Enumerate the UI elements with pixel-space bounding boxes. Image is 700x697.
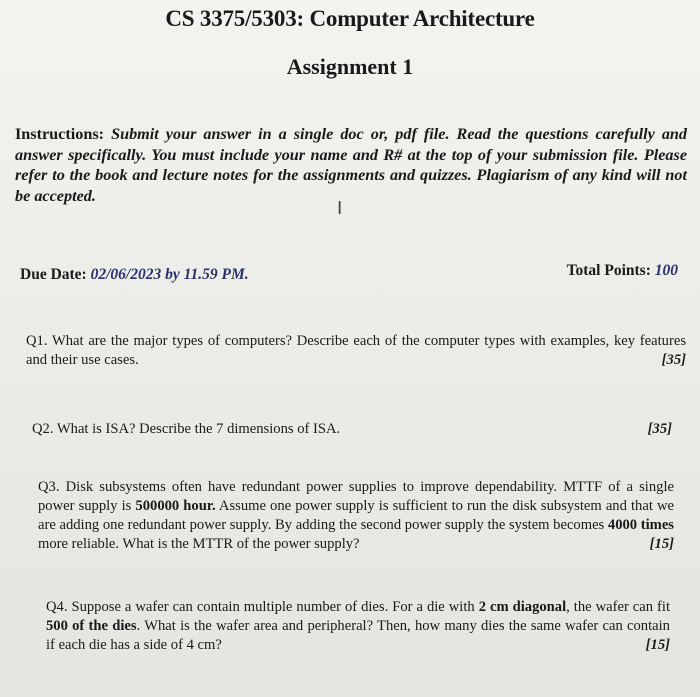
question-4-marks: [15] — [645, 637, 670, 653]
due-date-value: 02/06/2023 by 11.59 PM. — [90, 266, 249, 283]
question-3-text-c: more reliable. What is the MTTR of the power supply? — [38, 536, 360, 552]
question-4-text-b: , the wafer can fit — [566, 599, 670, 615]
total-points — [567, 262, 678, 280]
question-2-marks: [35] — [647, 421, 672, 437]
question-4-die-count: 500 of the dies — [46, 618, 137, 634]
question-4 — [46, 598, 670, 655]
question-4-text-a: Q4. Suppose a wafer can contain multiple number of dies. For a die with — [46, 599, 479, 615]
due-date — [20, 266, 249, 284]
question-2 — [32, 420, 672, 439]
question-4-diagonal: 2 cm diagonal — [478, 599, 567, 615]
question-1-text: Q1. What are the major types of computers? Describe each of the computer types with examples, key features and their use cases. — [26, 333, 686, 368]
due-date-label: Due Date: — [20, 266, 87, 283]
question-3-reliability-factor: 4000 times — [607, 517, 674, 533]
question-3 — [38, 478, 674, 554]
question-3-text-a: Q3. Disk subsystems often have redundant power supplies to improve dependability. MTTF of a single power supply is — [38, 479, 674, 514]
question-1-marks: [35] — [661, 352, 686, 368]
instructions-block — [15, 124, 687, 206]
question-4-text-c: . What is the wafer area and peripheral? Then, how many dies the same wafer can contain if each die has a side of 4 cm? — [46, 618, 670, 653]
question-1 — [26, 332, 686, 370]
instructions-label: Instructions: — [15, 125, 105, 143]
text-cursor-icon: I — [337, 198, 343, 219]
assignment-title: Assignment 1 — [286, 54, 414, 79]
total-points-value: 100 — [654, 262, 678, 279]
question-3-marks: [15] — [649, 536, 674, 552]
total-points-label: Total Points: — [566, 262, 651, 279]
course-title: CS 3375/5303: Computer Architecture — [165, 6, 535, 31]
question-3-mttf-value: 500000 hour. — [135, 498, 216, 514]
instructions-text: Submit your answer in a single doc or, pdf file. Read the questions carefully and answer specifically. You must include your name and R# at the top of your submission file. Please refer to the book and lecture notes for the assignments and quizzes. Plagiarism of any kind will not be accepted. — [15, 125, 688, 205]
question-3-text-b: Assume one power supply is sufficient to run the disk subsystem and that we are adding one redundant power supply. By adding the second power supply the system becomes — [38, 498, 674, 533]
question-2-text: Q2. What is ISA? Describe the 7 dimensions of ISA. — [32, 421, 341, 437]
